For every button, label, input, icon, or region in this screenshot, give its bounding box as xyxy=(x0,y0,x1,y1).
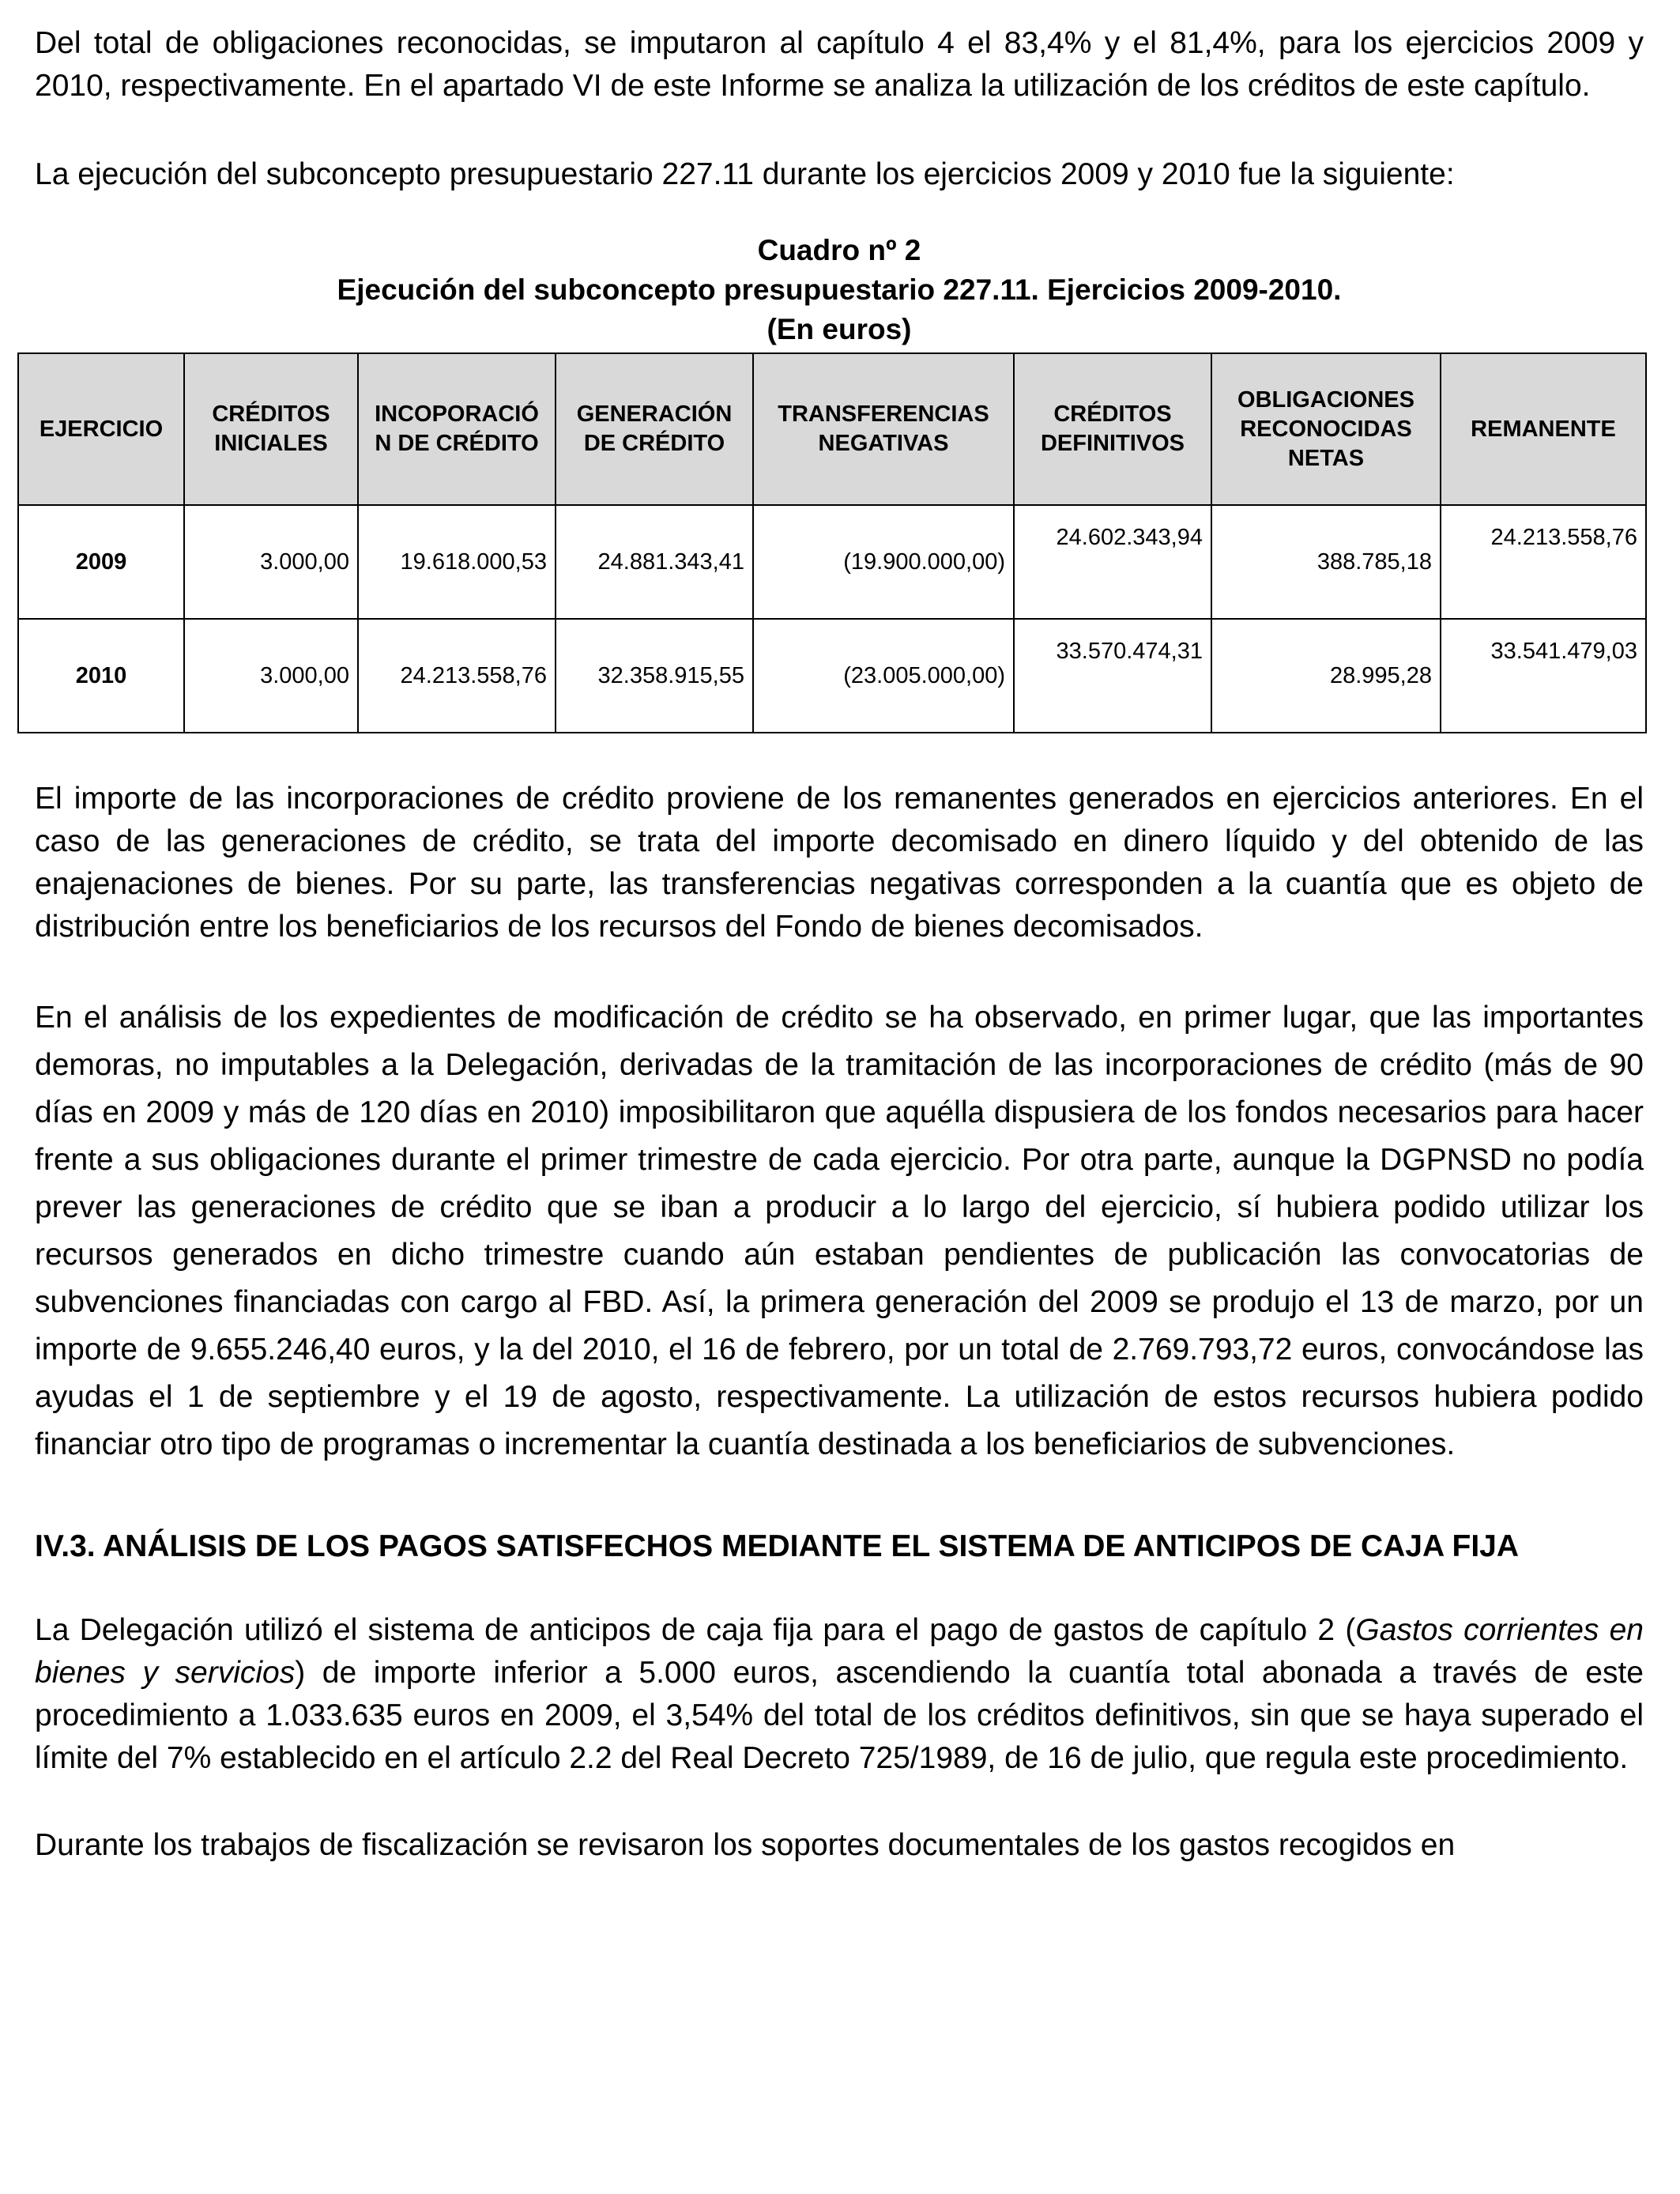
cell-ejercicio: 2010 xyxy=(18,619,184,733)
cell-creditos-definitivos: 33.570.474,31 xyxy=(1014,619,1211,733)
cell-incorporacion: 19.618.000,53 xyxy=(358,505,556,619)
cell-generacion: 32.358.915,55 xyxy=(556,619,753,733)
paragraph-obligaciones: Del total de obligaciones reconocidas, se imputaron al capítulo 4 el 83,4% y el 81,4%, para los ejercicios 2009 y 2010, respectivamente. En el apartado VI de este Informe se analiza la utilización de los créditos de este capítulo. xyxy=(35,26,1644,103)
document-page xyxy=(35,22,1644,1867)
header-ejercicio: EJERCICIO xyxy=(18,353,184,505)
execution-table xyxy=(17,352,1647,733)
table-row xyxy=(18,505,1646,619)
cell-remanente: 24.213.558,76 xyxy=(1441,505,1646,619)
cell-incorporacion: 24.213.558,76 xyxy=(358,619,556,733)
anticipos-text-italic: Gastos corrientes en bienes y servicios xyxy=(35,1613,1644,1690)
header-incorporacion: INCOPORACIÓN DE CRÉDITO xyxy=(358,353,556,505)
paragraph-fiscalizacion: Durante los trabajos de fiscalización se revisaron los soportes documentales de los gastos recogidos en xyxy=(35,1828,1456,1862)
paragraph-ejecucion-intro: La ejecución del subconcepto presupuestario 227.11 durante los ejercicios 2009 y 2010 fue la siguiente: xyxy=(35,157,1455,191)
table-row xyxy=(18,619,1646,733)
cell-transferencias: (19.900.000,00) xyxy=(753,505,1014,619)
table-header-row xyxy=(18,353,1646,505)
cell-obligaciones: 388.785,18 xyxy=(1211,505,1441,619)
cell-creditos-iniciales: 3.000,00 xyxy=(184,505,358,619)
cell-obligaciones: 28.995,28 xyxy=(1211,619,1441,733)
section-heading: IV.3. ANÁLISIS DE LOS PAGOS SATISFECHOS MEDIANTE EL SISTEMA DE ANTICIPOS DE CAJA FIJA xyxy=(35,1529,1520,1563)
anticipos-text-end: ) de importe inferior a 5.000 euros, ascendiendo la cuantía total abonada a través de este procedimiento a 1.033.635 euros en 2009, el 3,54% del total de los créditos definitivos, sin que se haya superado el límite del 7% establecido en el artículo 2.2 del Real Decreto 725/1989, de 16 de julio, que regula este procedimiento. xyxy=(35,1656,1644,1775)
cell-creditos-definitivos: 24.602.343,94 xyxy=(1014,505,1211,619)
header-generacion: GENERACIÓN DE CRÉDITO xyxy=(556,353,753,505)
cell-ejercicio: 2009 xyxy=(18,505,184,619)
header-creditos-iniciales: CRÉDITOS INICIALES xyxy=(184,353,358,505)
anticipos-text-start: La Delegación utilizó el sistema de anticipos de caja fija para el pago de gastos de capítulo 2 ( xyxy=(35,1613,1356,1647)
cell-remanente: 33.541.479,03 xyxy=(1441,619,1646,733)
paragraph-incorporaciones: El importe de las incorporaciones de crédito proviene de los remanentes generados en ejercicios anteriores. En el caso de las generaciones de crédito, se trata del importe decomisado en dinero líquido y del obtenido de las enajenaciones de bienes. Por su parte, las transferencias negativas corresponden a la cuantía que es objeto de distribución entre los beneficiarios de los recursos del Fondo de bienes decomisados. xyxy=(35,782,1644,944)
header-remanente: REMANENTE xyxy=(1441,353,1646,505)
header-transferencias: TRANSFERENCIAS NEGATIVAS xyxy=(753,353,1014,505)
cell-creditos-iniciales: 3.000,00 xyxy=(184,619,358,733)
paragraph-anticipos xyxy=(35,1609,1644,1780)
header-obligaciones: OBLIGACIONES RECONOCIDAS NETAS xyxy=(1211,353,1441,505)
header-creditos-definitivos: CRÉDITOS DEFINITIVOS xyxy=(1014,353,1211,505)
table-caption-title: Ejecución del subconcepto presupuestario 227.11. Ejercicios 2009-2010. xyxy=(337,273,1342,306)
table-caption-units: (En euros) xyxy=(767,313,912,345)
cell-generacion: 24.881.343,41 xyxy=(556,505,753,619)
cell-transferencias: (23.005.000,00) xyxy=(753,619,1014,733)
paragraph-expedientes: En el análisis de los expedientes de modificación de crédito se ha observado, en primer lugar, que las importantes demoras, no imputables a la Delegación, derivadas de la tramitación de las incorporaciones de crédito (más de 90 días en 2009 y más de 120 días en 2010) imposibilitaron que aquélla dispusiera de los fondos necesarios para hacer frente a sus obligaciones durante el primer trimestre de cada ejercicio. Por otra parte, aunque la DGPNSD no podía prever las generaciones de crédito que se iban a producir a lo largo del ejercicio, sí hubiera podido utilizar los recursos generados en dicho trimestre cuando aún estaban pendientes de publicación las convocatorias de subvenciones financiadas con cargo al FBD. Así, la primera generación del 2009 se produjo el 13 de marzo, por un importe de 9.655.246,40 euros, y la del 2010, el 16 de febrero, por un total de 2.769.793,72 euros, convocándose las ayudas el 1 de septiembre y el 19 de agosto, respectivamente. La utilización de estos recursos hubiera podido financiar otro tipo de programas o incrementar la cuantía destinada a los beneficiarios de subvenciones. xyxy=(35,1001,1644,1461)
table-caption-number: Cuadro nº 2 xyxy=(757,234,921,266)
